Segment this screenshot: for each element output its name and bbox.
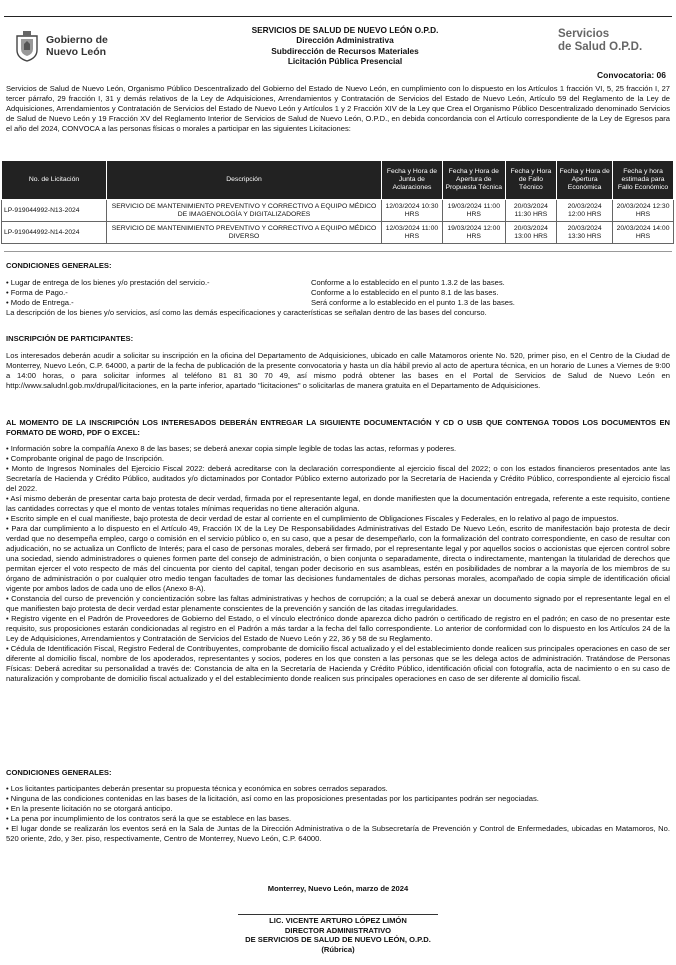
tender-description: SERVICIO DE MANTENIMIENTO PREVENTIVO Y CORRECTIVO A EQUIPO MÉDICO DE IMAGENOLOGÍA Y DIGITALIZADORES <box>107 200 382 222</box>
col-header: Fecha y Hora de Fallo Técnico <box>505 161 556 200</box>
tender-date: 20/03/2024 12:30 HRS <box>613 200 674 222</box>
issuer-heading <box>180 25 510 67</box>
list-item: • Escrito simple en el cual manifieste, bajo protesta de decir verdad de estar al corriente en el cumplimiento de Obligaciones Fiscales y Federales, en lo relativo al pago de impuestos. <box>6 514 619 523</box>
condition-value: Conforme a lo establecido en el punto 8.1 de las bases. <box>311 288 499 297</box>
registration-section <box>6 334 670 391</box>
list-item: • Monto de Ingresos Nominales del Ejercicio Fiscal 2022: deberá acreditarse con la declaración correspondiente al ejercicio fiscal del 2022; o con los estados financieros presentados ante las Secretaría de Hacienda y Crédito Público, auditados y/o dictaminados por Contador Público externo autorizado por la Secretaría de Hacienda y Crédito Público, correspondiente al ejercicio fiscal del 2022. <box>6 464 670 493</box>
tender-date: 20/03/2024 11:30 HRS <box>505 200 556 222</box>
logo-line-2: Nuevo León <box>46 46 107 58</box>
documents-section <box>6 418 670 684</box>
section-title: CONDICIONES GENERALES: <box>6 768 112 777</box>
col-header: Fecha y Hora de Junta de Aclaraciones <box>382 161 443 200</box>
signature-block <box>0 916 676 954</box>
general-conditions-2-section <box>6 768 670 844</box>
signer-rubric: (Rúbrica) <box>321 944 355 954</box>
section-title: AL MOMENTO DE LA INSCRIPCIÓN LOS INTERESADOS DEBERÁN ENTREGAR LA SIGUIENTE DOCUMENTACIÓN Y CD O USB QUE CONTENGA TODOS LOS DOCUMENTOS EN FORMATO DE WORD, PDF O EXCEL: <box>6 418 670 437</box>
condition-label: • Forma de Pago.- <box>6 288 68 297</box>
issuer-line: Subdirección de Recursos Materiales <box>271 45 419 56</box>
section-title: INSCRIPCIÓN DE PARTICIPANTES: <box>6 334 134 343</box>
col-header: Fecha y hora estimada para Fallo Económico <box>613 161 674 200</box>
tender-date: 19/03/2024 12:00 HRS <box>442 222 505 244</box>
list-item: • Ninguna de las condiciones contenidas en las bases de la licitación, así como en las proposiciones presentadas por los participantes podrán ser negociadas. <box>6 794 539 803</box>
condition-row <box>6 298 670 308</box>
government-logo <box>14 24 174 68</box>
list-item: • Así mismo deberán de presentar carta bajo protesta de decir verdad, firmada por el representante legal, en donde manifiesten que la documentación entregada, referente a este requisito, contiene las cantidades correctas y que el monto de ventas totales mínimas requeridas no tiene alteración alguna. <box>6 494 670 513</box>
logo-line-1: Gobierno de <box>46 34 108 46</box>
tenders-table <box>1 160 674 244</box>
signature-line <box>238 914 438 915</box>
tender-number: LP-919044992-N13-2024 <box>2 200 107 222</box>
call-number: Convocatoria: 06 <box>597 70 666 80</box>
tender-date: 20/03/2024 12:00 HRS <box>557 200 613 222</box>
condition-row <box>6 288 670 298</box>
tender-date: 20/03/2024 13:00 HRS <box>505 222 556 244</box>
tender-date: 12/03/2024 11:00 HRS <box>382 222 443 244</box>
list-item: • Constancia del curso de prevención y concientización sobre las faltas administrativas y hechos de corrupción; a la cual se deberá anexar un documento signado por el representante legal en el que manifiesten bajo protesta de decir verdad estar plenamente conscientes de la prevención y sanción de las citadas irregularidades. <box>6 594 670 613</box>
condition-row <box>6 278 670 288</box>
tender-number: LP-919044992-N14-2024 <box>2 222 107 244</box>
signer-title: DIRECTOR ADMINISTRATIVO <box>284 925 392 935</box>
list-item: • Información sobre la compañía Anexo 8 de las bases; se deberá anexar copia simple legible de todas las actas, reformas y poderes. <box>6 444 457 453</box>
list-item: • Los licitantes participantes deberán presentar su propuesta técnica y económica en sobres cerrados separados. <box>6 784 388 793</box>
col-header: Descripción <box>107 161 382 200</box>
list-item: • Para dar cumplimiento a lo dispuesto en el Artículo 49, Fracción IX de la Ley De Responsabilidades Administrativas del Estado De Nuevo León, escrito de manifestación bajo protesta de decir verdad que no desempeña empleo, cargo o comisión en el servicio público o, en su caso, que a pesar de desempeñarlo, con la formalización del contrato correspondiente, en caso de resultar con adjudicación, no se actualiza un Conflicto de Interés; para el caso de personas morales, deberá ser firmado, por el representante legal y por aquellos socios o accionistas que ejercen control sobre una sociedad, siendo administradores o quienes formen parte del consejo de administración, o bien conjunta o separadamente, directa o indirectamente, mantengan la titularidad de derechos que permitan ejercer el voto respecto de más del cincuenta por ciento del capital, tengan poder decisorio en sus asambleas, estén en posibilidades de nombrar a la mayoría de los miembros de su órgano de administración o por cualquier otro medio tengan facultades de tomar las decisiones fundamentales de dichas personas morales, acompañado de copia simple de identificación oficial vigente por ambos lados de cada uno de ellos (Anexo 8-A). <box>6 524 670 593</box>
state-shield-icon <box>14 30 40 62</box>
list-item: • Registro vigente en el Padrón de Proveedores de Gobierno del Estado, o el vínculo electrónico donde aparezca dicho padrón o certificado de registro en el padrón; en caso de no presentar este requisito, sus proposiciones estarán condicionadas al registro en el Padrón a más tardar a la fecha del fallo correspondiente. Lo anterior de conformidad con lo dispuesto en los Artículos 24 de la Ley de Adquisiciones, Arrendamientos y Contratación de Servicios del Estado de Nuevo León y 22, 36 y 58 de su Reglamento. <box>6 614 670 643</box>
condition-note: La descripción de los bienes y/o servicios, así como las demás especificaciones y características se señalan dentro de las bases del concurso. <box>6 308 487 317</box>
table-row <box>2 222 674 244</box>
col-header: Fecha y Hora de Apertura Económica <box>557 161 613 200</box>
table-row <box>2 200 674 222</box>
issuer-line: Licitación Pública Presencial <box>287 56 403 67</box>
list-item: • El lugar donde se realizarán los eventos será en la Sala de Juntas de la Dirección Administrativa o de la Subsecretaría de Prevención y Control de Enfermedades, ubicadas en Matamoros, No. 520 oriente, 2do, y 3er. piso, respectivamente, Centro de Monterrey, Nuevo León, C.P. 64000. <box>6 824 670 843</box>
table-header-row <box>2 161 674 200</box>
list-item: • En la presente licitación no se otorgará anticipo. <box>6 804 173 813</box>
table-divider <box>4 251 672 252</box>
tender-date: 20/03/2024 14:00 HRS <box>613 222 674 244</box>
general-conditions-section <box>6 261 670 318</box>
signer-org: DE SERVICIOS DE SALUD DE NUEVO LEÓN, O.P.D. <box>245 935 431 945</box>
intro-paragraph: Servicios de Salud de Nuevo León, Organismo Público Descentralizado del Gobierno del Estado de Nuevo León, en cumplimiento con lo dispuesto en los Artículos 1 fracción VI, 5, 25 fracción I, 27 tercer párrafo, 29 fracción I, 31 y demás relativos de la Ley de Adquisiciones, Arrendamientos y Contratación de Servicios del Estado de Nuevo León, Artículo 59 del Reglamento de la Ley de Adquisiciones, Arrendamientos y Contratación de Servicios del Estado de Nuevo León y Artículos 1 y 2 Fracción XIV de la Ley que Crea el Organismo Público Descentralizado denominado Servicios de Salud de Nuevo León y 19 Fracción XV del Reglamento Interior de Servicios de Salud de Nuevo León, O.P.D., en debida concordancia con el Artículo correspondiente de la Ley de Egresos para el año del 2024, CONVOCA a las personas físicas o morales a participar en las siguientes Licitaciones: <box>6 84 670 134</box>
condition-label: • Modo de Entrega.- <box>6 298 74 307</box>
tender-date: 20/03/2024 13:30 HRS <box>557 222 613 244</box>
spacer <box>6 344 670 351</box>
issuer-line: SERVICIOS DE SALUD DE NUEVO LEÓN O.P.D. <box>251 25 439 35</box>
section-title: CONDICIONES GENERALES: <box>6 261 112 270</box>
list-item: • La pena por incumplimiento de los contratos será la que se establece en las bases. <box>6 814 292 823</box>
issuer-line: Dirección Administrativa <box>296 35 394 46</box>
col-header: Fecha y Hora de Apertura de Propuesta Técnica <box>442 161 505 200</box>
place-date: Monterrey, Nuevo León, marzo de 2024 <box>267 884 409 893</box>
health-logo-line-2: de Salud O.P.D. <box>558 41 643 53</box>
tender-description: SERVICIO DE MANTENIMIENTO PREVENTIVO Y CORRECTIVO A EQUIPO MÉDICO DIVERSO <box>107 222 382 244</box>
list-item: • Cédula de Identificación Fiscal, Registro Federal de Contribuyentes, comprobante de domicilio fiscal actualizado y el del establecimiento donde realicen sus principales operaciones en caso de ser diferente al domicilio fiscal, nombre de los apoderados, representantes y socios, poderes en los que consten a las personas que se les delega actos de administración. Tratándose de Personas Físicas: Deberá acreditar su personalidad a través de: Constancia de alta en la Secretaría de Hacienda y Crédito Público, identificación oficial con fotografía, acta de nacimiento o en su caso de naturalización y comprobante de domicilio fiscal actualizado y el del establecimiento donde realicen sus principales operaciones en caso de ser diferente al domicilio fiscal. <box>6 644 670 683</box>
tender-date: 19/03/2024 11:00 HRS <box>442 200 505 222</box>
list-item: • Comprobante original de pago de Inscripción. <box>6 454 165 463</box>
condition-label: • Lugar de entrega de los bienes y/o prestación del servicio.- <box>6 278 210 287</box>
spacer <box>6 271 670 278</box>
registration-text: Los interesados deberán acudir a solicitar su inscripción en la oficina del Departamento de Adquisiciones, ubicado en calle Matamoros oriente No. 520, primer piso, en el Centro de la Ciudad de Monterrey, Nuevo León, C.P. 64000, a partir de la fecha de publicación de la presente convocatoria y hasta un día hábil previo al acto de apertura técnica, en un horario de Lunes a Viernes de 9:00 a 14:00 horas, o para solicitar informes al teléfono 81 81 30 70 49, así mismo podrá obtener las bases en el Portal de Servicios de Salud de Nuevo León en http://www.saludnl.gob.mx/drupal/licitaciones, en la parte inferior, apartado "licitaciones" o solicitarlas de manera gratuita en el Departamento de Adquisiciones. <box>6 351 670 390</box>
col-header: No. de Licitación <box>2 161 107 200</box>
condition-value: Será conforme a lo establecido en el punto 1.3 de las bases. <box>311 298 515 307</box>
tender-date: 12/03/2024 10:30 HRS <box>382 200 443 222</box>
health-services-logo <box>558 28 668 54</box>
signer-name: LIC. VICENTE ARTURO LÓPEZ LIMÓN <box>269 916 407 925</box>
top-divider <box>4 16 672 17</box>
condition-value: Conforme a lo establecido en el punto 1.3.2 de las bases. <box>311 278 505 287</box>
health-logo-line-1: Servicios <box>558 28 610 40</box>
